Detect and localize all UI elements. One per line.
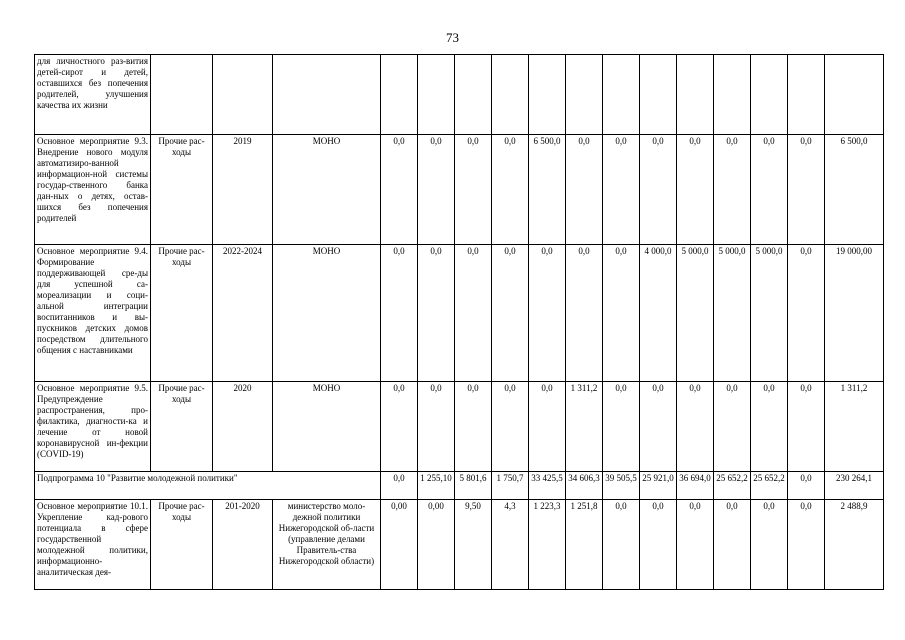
year-value-cell: 1 251,8 xyxy=(566,500,603,590)
year-value-cell: 0,0 xyxy=(603,245,640,382)
total-cell: 1 311,2 xyxy=(825,382,884,472)
year-value-cell: 0,00 xyxy=(418,500,455,590)
table-row xyxy=(35,245,884,382)
year-value-cell xyxy=(640,55,677,135)
year-value-cell: 33 425,5 xyxy=(529,472,566,500)
year-value-cell xyxy=(566,55,603,135)
year-value-cell xyxy=(788,55,825,135)
year-value-cell: 4,3 xyxy=(492,500,529,590)
year-value-cell: 0,0 xyxy=(492,245,529,382)
year-value-cell: 0,0 xyxy=(381,382,418,472)
table-row xyxy=(35,382,884,472)
executor-cell: МОНО xyxy=(273,135,381,245)
executor-cell xyxy=(273,55,381,135)
year-value-cell: 0,0 xyxy=(714,500,751,590)
total-cell: 6 500,0 xyxy=(825,135,884,245)
year-value-cell: 9,50 xyxy=(455,500,492,590)
total-cell xyxy=(825,55,884,135)
funding-source-cell: Прочие рас-ходы xyxy=(151,135,213,245)
year-value-cell: 1 255,10 xyxy=(418,472,455,500)
executor-cell: МОНО xyxy=(273,245,381,382)
year-value-cell xyxy=(714,55,751,135)
year-value-cell: 25 921,0 xyxy=(640,472,677,500)
year-value-cell: 0,0 xyxy=(418,135,455,245)
year-value-cell: 34 606,3 xyxy=(566,472,603,500)
year-value-cell: 1 311,2 xyxy=(566,382,603,472)
year-value-cell: 1 223,3 xyxy=(529,500,566,590)
year-value-cell: 0,0 xyxy=(381,245,418,382)
year-value-cell: 0,0 xyxy=(677,500,714,590)
year-value-cell: 25 652,2 xyxy=(714,472,751,500)
year-value-cell: 36 694,0 xyxy=(677,472,714,500)
year-value-cell: 0,0 xyxy=(751,135,788,245)
year-value-cell xyxy=(603,55,640,135)
year-value-cell: 0,0 xyxy=(529,382,566,472)
funding-source-cell: Прочие рас-ходы xyxy=(151,500,213,590)
table-row xyxy=(35,500,884,590)
year-value-cell: 5 000,0 xyxy=(751,245,788,382)
total-cell: 230 264,1 xyxy=(825,472,884,500)
budget-table xyxy=(34,54,884,590)
year-value-cell: 4 000,0 xyxy=(640,245,677,382)
year-value-cell: 0,0 xyxy=(751,382,788,472)
year-value-cell: 0,0 xyxy=(381,472,418,500)
year-value-cell: 0,0 xyxy=(788,135,825,245)
year-value-cell: 0,0 xyxy=(788,245,825,382)
activity-name-cell: Основное мероприятие 9.5. Предупреждение распространения, про-филактика, диагности-ка и лечение от новой коронавирусной ин-фекции (COVID-19) xyxy=(35,382,151,472)
period-cell xyxy=(213,55,273,135)
page-number: 73 xyxy=(446,30,459,45)
year-value-cell: 0,0 xyxy=(566,135,603,245)
year-value-cell: 5 801,6 xyxy=(455,472,492,500)
table-row xyxy=(35,135,884,245)
year-value-cell: 0,0 xyxy=(788,382,825,472)
total-cell: 19 000,00 xyxy=(825,245,884,382)
subprogram-title-cell: Подпрограмма 10 "Развитие молодежной политики" xyxy=(35,472,381,500)
year-value-cell: 0,0 xyxy=(455,245,492,382)
year-value-cell xyxy=(677,55,714,135)
year-value-cell xyxy=(492,55,529,135)
year-value-cell: 0,0 xyxy=(381,135,418,245)
year-value-cell: 0,0 xyxy=(788,472,825,500)
year-value-cell: 0,0 xyxy=(603,135,640,245)
year-value-cell: 0,0 xyxy=(640,500,677,590)
year-value-cell xyxy=(751,55,788,135)
year-value-cell: 0,0 xyxy=(603,382,640,472)
year-value-cell: 0,0 xyxy=(566,245,603,382)
executor-cell: МОНО xyxy=(273,382,381,472)
activity-name-cell: для личностного раз-вития детей-сирот и детей, оставшихся без попечения родителей, улучшения качества их жизни xyxy=(35,55,151,135)
year-value-cell: 0,0 xyxy=(418,382,455,472)
period-cell: 201-2020 xyxy=(213,500,273,590)
year-value-cell: 0,0 xyxy=(455,135,492,245)
year-value-cell: 5 000,0 xyxy=(714,245,751,382)
subprogram-row xyxy=(35,472,884,500)
year-value-cell: 1 750,7 xyxy=(492,472,529,500)
year-value-cell xyxy=(418,55,455,135)
year-value-cell: 0,0 xyxy=(640,382,677,472)
year-value-cell: 39 505,5 xyxy=(603,472,640,500)
year-value-cell xyxy=(529,55,566,135)
year-value-cell: 0,0 xyxy=(492,135,529,245)
year-value-cell: 0,0 xyxy=(677,135,714,245)
period-cell: 2019 xyxy=(213,135,273,245)
year-value-cell: 0,0 xyxy=(603,500,640,590)
year-value-cell xyxy=(381,55,418,135)
total-cell: 2 488,9 xyxy=(825,500,884,590)
year-value-cell: 0,0 xyxy=(492,382,529,472)
year-value-cell: 5 000,0 xyxy=(677,245,714,382)
year-value-cell: 0,00 xyxy=(381,500,418,590)
year-value-cell: 0,0 xyxy=(455,382,492,472)
year-value-cell: 0,0 xyxy=(714,382,751,472)
year-value-cell xyxy=(455,55,492,135)
period-cell: 2020 xyxy=(213,382,273,472)
table-body xyxy=(35,55,884,590)
year-value-cell: 0,0 xyxy=(640,135,677,245)
year-value-cell: 6 500,0 xyxy=(529,135,566,245)
year-value-cell: 0,0 xyxy=(751,500,788,590)
funding-source-cell: Прочие рас-ходы xyxy=(151,245,213,382)
period-cell: 2022-2024 xyxy=(213,245,273,382)
activity-name-cell: Основное мероприятие 9.4. Формирование поддерживающей сре-ды для успешной са-мореализации и соци-альной интеграции воспитанников и вы-пускников детских домов посредством длительного общения с наставниками xyxy=(35,245,151,382)
activity-name-cell: Основное мероприятие 9.3. Внедрение нового модуля автоматизиро-ванной информацион-ной системы государ-ственного банка дан-ных о детях, остав-шихся без попечения родителей xyxy=(35,135,151,245)
year-value-cell: 0,0 xyxy=(529,245,566,382)
year-value-cell: 0,0 xyxy=(677,382,714,472)
year-value-cell: 25 652,2 xyxy=(751,472,788,500)
year-value-cell: 0,0 xyxy=(788,500,825,590)
executor-cell: министерство моло-дежной политики Нижегородской об-ласти (управление делами Правитель-ства Нижегородской области) xyxy=(273,500,381,590)
funding-source-cell: Прочие рас-ходы xyxy=(151,382,213,472)
year-value-cell: 0,0 xyxy=(418,245,455,382)
table-row xyxy=(35,55,884,135)
activity-name-cell: Основное мероприятие 10.1. Укрепление кад-рового потенциала в сфере государственной молодежной политики, информационно-аналитическая дея- xyxy=(35,500,151,590)
year-value-cell: 0,0 xyxy=(714,135,751,245)
funding-source-cell xyxy=(151,55,213,135)
